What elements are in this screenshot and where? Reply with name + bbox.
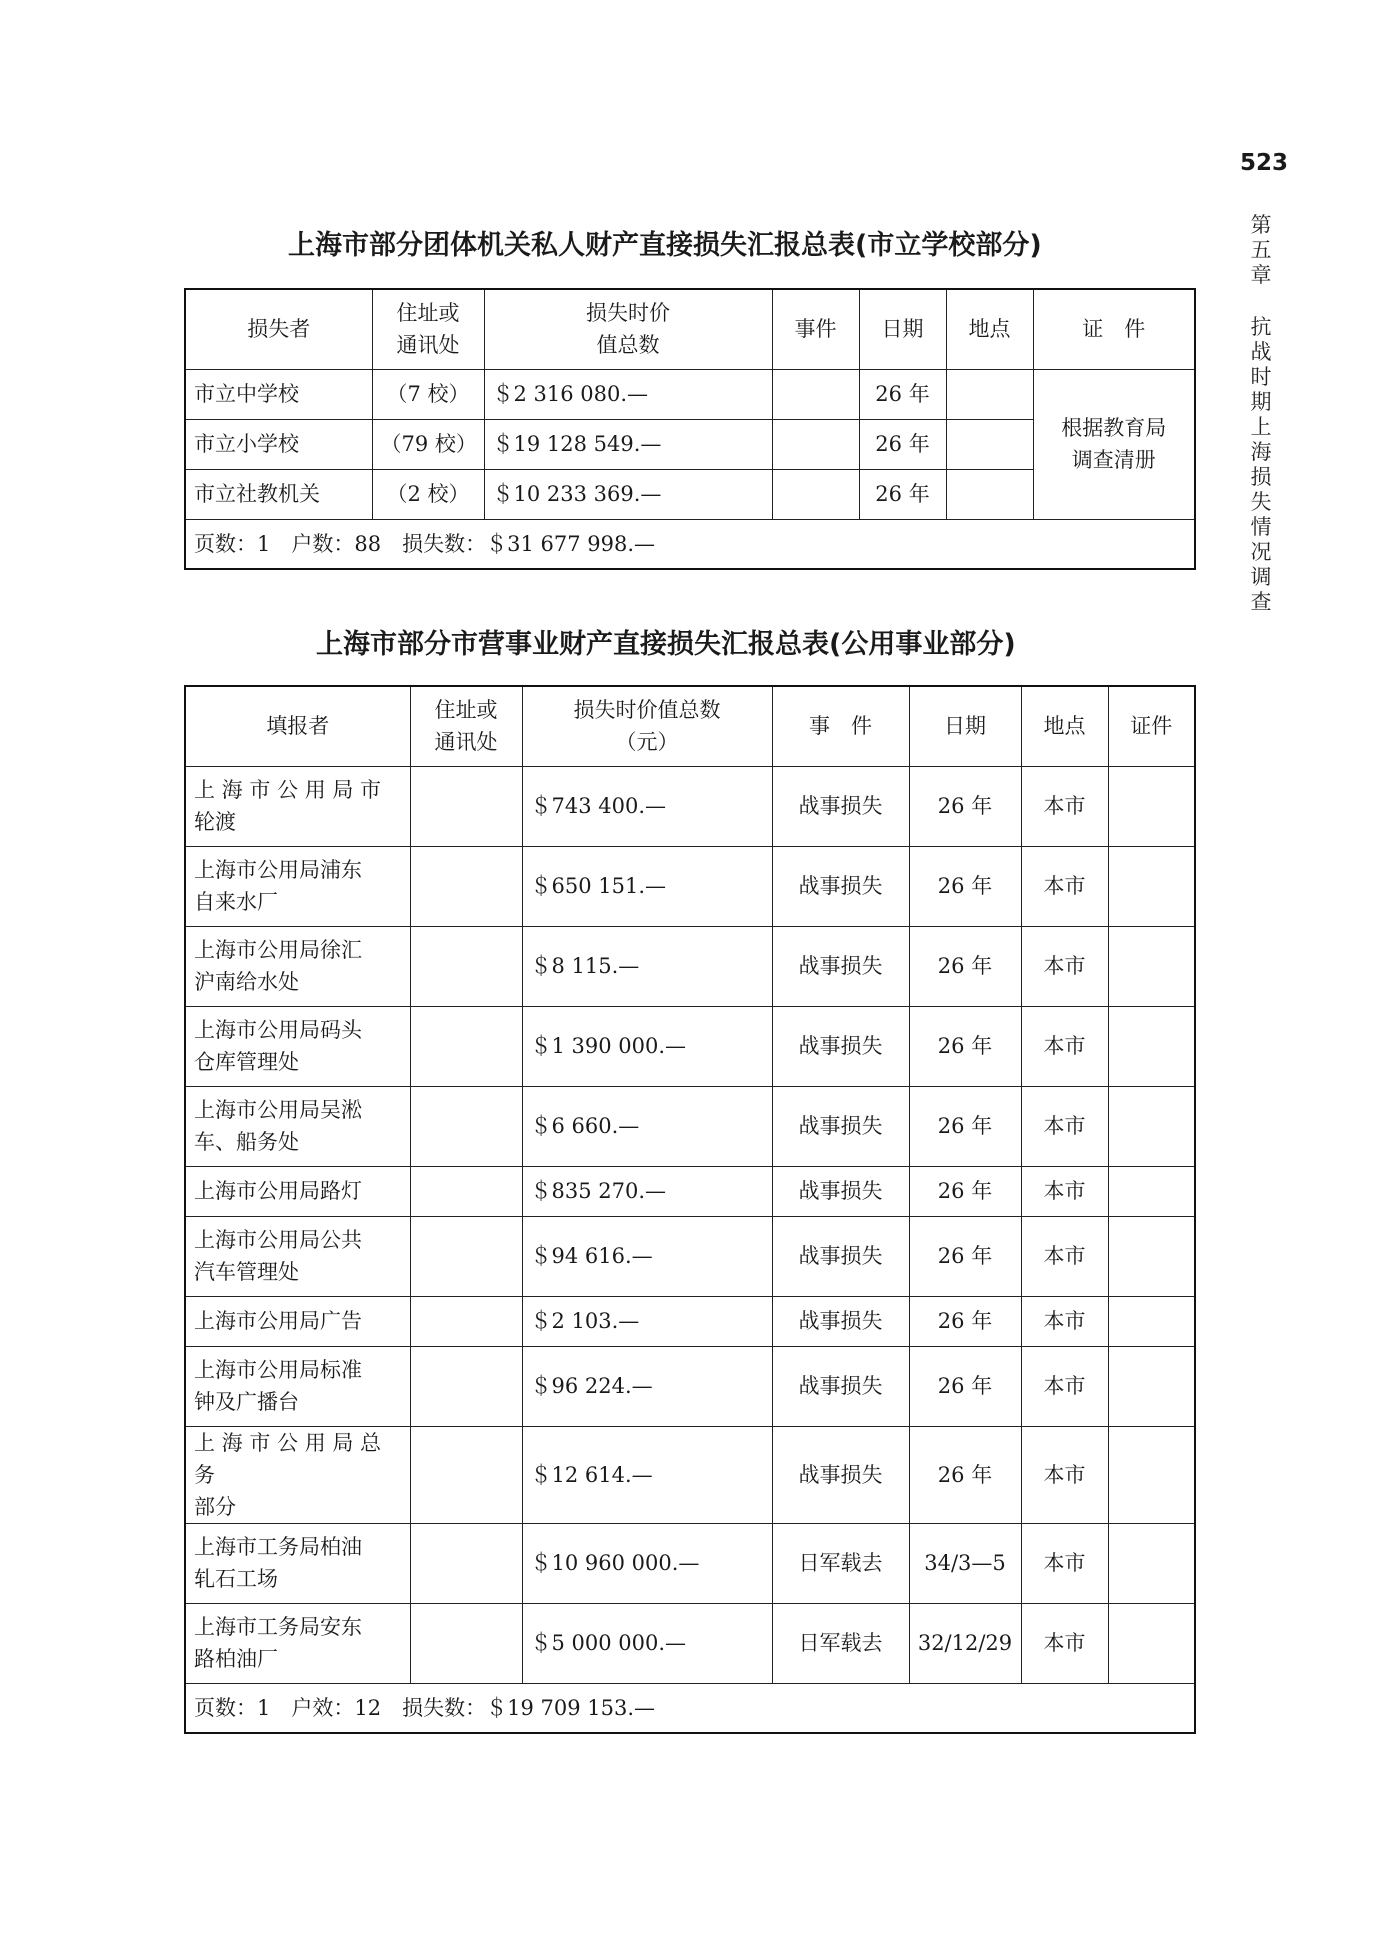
cell-address [410,1523,522,1603]
cell-place: 本市 [1021,1603,1108,1683]
header-loser: 损失者 [185,289,372,369]
header-date: 日期 [859,289,946,369]
running-head-char: 战 [1250,340,1272,364]
cell-loser: 市立小学校 [185,419,372,469]
cell-date: 26 年 [909,1086,1021,1166]
cell-value: ＄19 128 549.— [484,419,772,469]
cell-address [410,1296,522,1346]
page-number: 523 [1240,150,1289,176]
cell-address: （2 校） [372,469,484,519]
header-event: 事件 [772,289,859,369]
cell-address [410,1346,522,1426]
reporter-line2: 轧石工场 [194,1567,278,1591]
table-row [185,846,1195,926]
header-event: 事 件 [772,686,909,766]
running-head-char: 调 [1250,565,1272,589]
cell-value: ＄12 614.— [522,1426,772,1523]
cell-reporter [185,766,410,846]
cell-reporter [185,846,410,926]
reporter-line2: 部分 [194,1494,236,1519]
cell-loser: 市立中学校 [185,369,372,419]
header-certificate: 证件 [1108,686,1195,766]
cell-place: 本市 [1021,1346,1108,1426]
running-head-char: 情 [1250,515,1272,539]
reporter-line2: 路柏油厂 [194,1647,278,1671]
table2-title: 上海市部分市营事业财产直接损失汇报总表(公用事业部分) [316,629,1016,660]
running-head-char: 期 [1250,390,1272,414]
cell-certificate [1108,1216,1195,1296]
reporter-line1: 上海市公用局路灯 [194,1179,362,1203]
cell-certificate [1108,1296,1195,1346]
cell-value: ＄650 151.— [522,846,772,926]
cell-place: 本市 [1021,1216,1108,1296]
table-row [185,1603,1195,1683]
cell-address [410,766,522,846]
running-head-char: 损 [1250,465,1272,489]
certificate-line2: 调查清册 [1071,448,1156,472]
header-certificate: 证 件 [1033,289,1195,369]
cell-place [946,469,1033,519]
cell-date: 32/12/29 [909,1603,1021,1683]
table-row [185,926,1195,1006]
header-value-line2: 值总数 [596,333,660,358]
cell-certificate [1108,1603,1195,1683]
table-row [185,766,1195,846]
cell-date: 26 年 [859,369,946,419]
cell-date: 26 年 [909,1166,1021,1216]
cell-reporter [185,1603,410,1683]
table2-header-row [185,686,1195,766]
reporter-line2: 钟及广播台 [194,1390,299,1414]
table-row [185,1426,1195,1523]
cell-reporter [185,1296,410,1346]
header-address-line1: 住址或 [434,698,498,723]
reporter-line2: 汽车管理处 [194,1260,299,1284]
running-head-gap [1247,288,1275,315]
table-row [185,1296,1195,1346]
table-row [185,1006,1195,1086]
table1-footer: 页数：1 户数：88 损失数：＄31 677 998.— [185,519,1195,569]
cell-event: 战事损失 [772,1006,909,1086]
cell-event [772,469,859,519]
cell-place: 本市 [1021,1006,1108,1086]
cell-certificate [1108,1426,1195,1523]
running-head-char: 五 [1250,238,1272,262]
cell-value: ＄94 616.— [522,1216,772,1296]
cell-address [410,846,522,926]
reporter-line1: 上海市公用局吴淞 [194,1098,362,1122]
cell-certificate [1108,846,1195,926]
reporter-line2: 沪南给水处 [194,970,299,994]
header-address-line1: 住址或 [396,301,460,326]
table2-footer: 页数：1 户效：12 损失数：＄19 709 153.— [185,1683,1195,1733]
cell-event: 日军载去 [772,1603,909,1683]
cell-reporter [185,926,410,1006]
cell-value: ＄96 224.— [522,1346,772,1426]
certificate-line1: 根据教育局 [1061,416,1167,440]
running-head-char: 第 [1250,213,1272,237]
cell-event: 战事损失 [772,846,909,926]
cell-event [772,419,859,469]
cell-event [772,369,859,419]
cell-reporter [185,1006,410,1086]
cell-address: （7 校） [372,369,484,419]
cell-place: 本市 [1021,846,1108,926]
table-row [185,369,1195,419]
running-head [1247,213,1275,615]
cell-value: ＄2 103.— [522,1296,772,1346]
cell-reporter [185,1086,410,1166]
cell-value: ＄5 000 000.— [522,1603,772,1683]
cell-certificate [1108,1006,1195,1086]
reporter-line1: 上 海 市 公 用 局 市 [194,778,382,802]
cell-certificate [1108,926,1195,1006]
cell-event: 战事损失 [772,926,909,1006]
header-value-line1: 损失时价值总数 [573,698,721,723]
header-value [484,289,772,369]
cell-value: ＄10 233 369.— [484,469,772,519]
table1-header-row [185,289,1195,369]
reporter-line2: 车、船务处 [194,1130,299,1154]
cell-reporter [185,1426,410,1523]
cell-value: ＄1 390 000.— [522,1006,772,1086]
cell-date: 26 年 [909,1426,1021,1523]
header-date: 日期 [909,686,1021,766]
cell-place: 本市 [1021,1086,1108,1166]
cell-value: ＄2 316 080.— [484,369,772,419]
header-place: 地点 [946,289,1033,369]
reporter-line1: 上 海 市 公 用 局 总 务 [194,1430,382,1487]
table-row [185,1216,1195,1296]
table-row [185,1166,1195,1216]
cell-place: 本市 [1021,766,1108,846]
header-value-line1: 损失时价 [586,301,670,326]
cell-event: 战事损失 [772,1426,909,1523]
reporter-line1: 上海市公用局广告 [194,1309,362,1333]
cell-address [410,926,522,1006]
cell-place: 本市 [1021,1426,1108,1523]
school-loss-table [184,288,1196,570]
header-value [522,686,772,766]
running-head-char: 海 [1250,440,1272,464]
reporter-line1: 上海市工务局柏油 [194,1535,362,1559]
table1-footer-row [185,519,1195,569]
reporter-line2: 自来水厂 [194,890,278,914]
cell-date: 26 年 [859,419,946,469]
cell-date: 26 年 [909,1296,1021,1346]
cell-date: 26 年 [909,1006,1021,1086]
cell-date: 26 年 [909,1216,1021,1296]
cell-reporter [185,1523,410,1603]
header-reporter: 填报者 [185,686,410,766]
cell-value: ＄835 270.— [522,1166,772,1216]
cell-date: 26 年 [909,766,1021,846]
reporter-line1: 上海市公用局标准 [194,1358,362,1382]
header-address [410,686,522,766]
reporter-line1: 上海市公用局徐汇 [194,938,362,962]
cell-event: 战事损失 [772,1086,909,1166]
cell-place [946,369,1033,419]
running-head-char: 况 [1250,540,1272,564]
cell-date: 26 年 [909,846,1021,926]
running-head-char: 失 [1250,490,1272,514]
cell-event: 战事损失 [772,1166,909,1216]
cell-place [946,419,1033,469]
cell-certificate [1108,766,1195,846]
cell-place: 本市 [1021,1523,1108,1603]
table-row [185,1086,1195,1166]
cell-value: ＄10 960 000.— [522,1523,772,1603]
cell-event: 战事损失 [772,1346,909,1426]
reporter-line2: 仓库管理处 [194,1050,299,1074]
running-head-char: 时 [1250,365,1272,389]
header-value-line2: （元） [615,730,679,755]
cell-event: 战事损失 [772,1296,909,1346]
cell-reporter [185,1346,410,1426]
header-address [372,289,484,369]
cell-place: 本市 [1021,926,1108,1006]
cell-certificate [1108,1086,1195,1166]
cell-date: 34/3—5 [909,1523,1021,1603]
cell-address [410,1166,522,1216]
cell-place: 本市 [1021,1166,1108,1216]
cell-certificate [1108,1346,1195,1426]
running-head-char: 查 [1250,590,1272,614]
reporter-line2: 轮渡 [194,810,236,834]
table2-footer-row [185,1683,1195,1733]
cell-value: ＄6 660.— [522,1086,772,1166]
cell-reporter [185,1216,410,1296]
utility-loss-table [184,685,1196,1734]
cell-event: 日军载去 [772,1523,909,1603]
reporter-line1: 上海市公用局公共 [194,1228,362,1252]
cell-date: 26 年 [859,469,946,519]
cell-address [410,1603,522,1683]
cell-place: 本市 [1021,1296,1108,1346]
cell-loser: 市立社教机关 [185,469,372,519]
reporter-line1: 上海市公用局码头 [194,1018,362,1042]
header-address-line2: 通讯处 [396,333,460,358]
cell-certificate [1033,369,1195,519]
cell-address [410,1216,522,1296]
running-head-char: 抗 [1250,315,1272,339]
cell-address [410,1426,522,1523]
reporter-line1: 上海市公用局浦东 [194,858,362,882]
cell-date: 26 年 [909,926,1021,1006]
cell-certificate [1108,1166,1195,1216]
table-row [185,1523,1195,1603]
reporter-line1: 上海市工务局安东 [194,1615,362,1639]
cell-event: 战事损失 [772,766,909,846]
cell-address: （79 校） [372,419,484,469]
cell-value: ＄8 115.— [522,926,772,1006]
cell-value: ＄743 400.— [522,766,772,846]
cell-reporter [185,1166,410,1216]
cell-certificate [1108,1523,1195,1603]
running-head-char: 章 [1250,263,1272,287]
cell-address [410,1086,522,1166]
table1-title: 上海市部分团体机关私人财产直接损失汇报总表(市立学校部分) [288,230,1042,261]
cell-address [410,1006,522,1086]
cell-event: 战事损失 [772,1216,909,1296]
header-address-line2: 通讯处 [434,730,498,755]
table-row [185,1346,1195,1426]
header-place: 地点 [1021,686,1108,766]
cell-date: 26 年 [909,1346,1021,1426]
running-head-char: 上 [1250,415,1272,439]
